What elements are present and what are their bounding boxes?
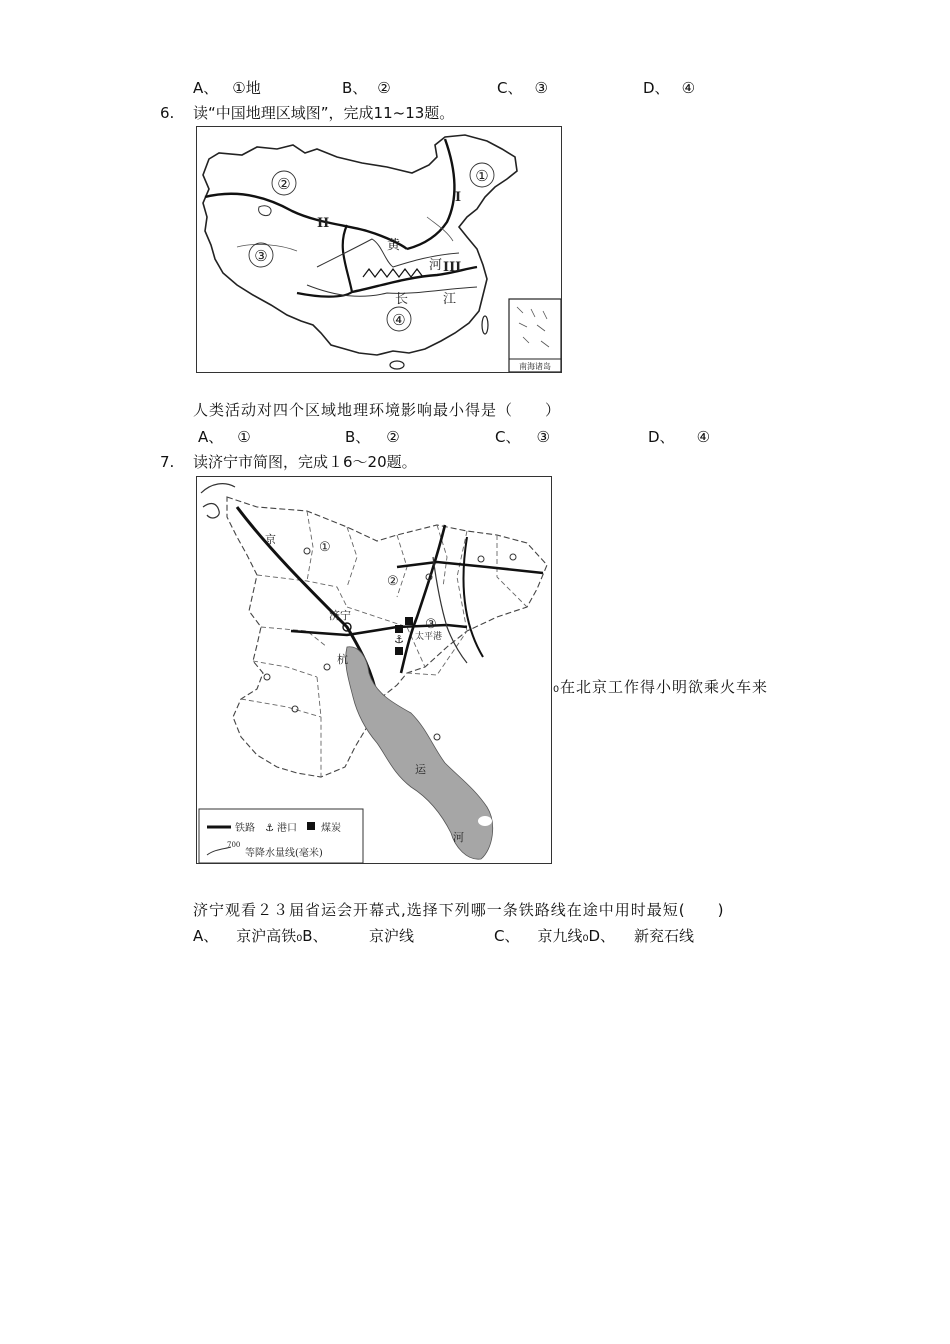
railway-north-south (401, 525, 445, 673)
q6-option-c: C、 ③ (495, 428, 550, 446)
jiang-label: 江 (443, 292, 457, 307)
hainan-island (390, 361, 404, 369)
hang-label: 杭 (337, 653, 348, 666)
legend-rail-label: 铁路 (235, 823, 255, 834)
railway-north (397, 562, 543, 573)
inset-label: 南海诸岛 (519, 362, 551, 371)
legend-port-label: 港口 (277, 823, 297, 834)
q7-option-a: A、 京沪高铁₀B、 (193, 927, 328, 945)
q5-option-a: A、 ①地 (193, 79, 261, 97)
taiping-port-label: 太平港 (415, 632, 443, 642)
q7-option-b: 京沪线 (369, 927, 415, 945)
qinling-mountains (363, 269, 423, 277)
q6-option-a: A、 ① (198, 428, 251, 446)
line-iii-label: III (443, 260, 462, 275)
jining-city-map (196, 476, 552, 864)
county-seat (478, 556, 484, 562)
taiwan-island (482, 316, 488, 334)
q7-question: 济宁观看２３届省运会开幕式,选择下列哪一条铁路线在途中用时最短( ) (193, 901, 725, 919)
he-label: 河 (453, 831, 464, 844)
coal-mark (405, 617, 413, 625)
weishan-lake (346, 647, 493, 859)
line-i-label: I (455, 190, 462, 205)
region-2-label: ② (277, 175, 291, 193)
region-1-label: ① (475, 167, 489, 185)
line-ii-label: II (317, 216, 330, 231)
county-seat (304, 548, 310, 554)
china-regions-map (196, 126, 562, 373)
yun-label: 运 (415, 763, 426, 776)
legend-isohyet-value: 700 (227, 841, 241, 849)
jining-label: 济宁 (329, 609, 351, 622)
q7-number: 7. (160, 453, 175, 471)
yellow-river-corner (201, 484, 235, 518)
china-map-svg (197, 127, 562, 373)
county-seat (264, 674, 270, 680)
q5-option-c: C、 ③ (497, 79, 548, 97)
q6-number: 6. (160, 104, 175, 122)
region-3-label: ③ (425, 617, 437, 632)
jing-label: 京 (265, 533, 276, 546)
huang-label: 黄 (387, 238, 401, 253)
tibetan-boundary (297, 225, 352, 297)
chang-label: 长 (395, 292, 409, 307)
railway-east (464, 537, 483, 657)
county-seat (510, 554, 516, 560)
coal-mark (395, 647, 403, 655)
coal-mark (395, 625, 403, 633)
q6-question: 人类活动对四个区域地理环境影响最小得是（ ） (193, 401, 562, 419)
legend-isohyet-label: 等降水量线(毫米) (245, 848, 323, 859)
legend-port-icon: ⚓ (265, 823, 274, 834)
q6-option-d: D、 ④ (648, 428, 711, 446)
lake-island (478, 816, 492, 826)
region-4-label: ④ (392, 311, 406, 329)
county-seat (324, 664, 330, 670)
q7-option-d: 新兖石线 (634, 927, 695, 945)
he-label: 河 (429, 258, 443, 273)
q6-option-b: B、 ② (345, 428, 400, 446)
dividing-line-i (407, 139, 454, 249)
jining-map-svg (197, 477, 552, 864)
q5-option-b: B、 ② (342, 79, 391, 97)
lake-mark (259, 206, 271, 216)
isohyet-line (433, 557, 467, 663)
legend-coal-symbol (307, 822, 315, 830)
dividing-line-ii (205, 194, 407, 249)
county-seat (434, 734, 440, 740)
q5-option-d: D、 ④ (643, 79, 696, 97)
legend-coal-label: 煤炭 (321, 823, 341, 834)
q6-stem: 读“中国地理区域图”，完成11~13题。 (193, 104, 455, 122)
q7-side-text: ₀在北京工作得小明欲乘火车来 (553, 678, 769, 696)
port-anchor-icon: ⚓ (394, 633, 404, 646)
region-3-label: ③ (254, 247, 268, 265)
q7-stem: 读济宁市简图，完成１6～20题。 (193, 453, 417, 471)
q7-option-c: C、 京九线₀D、 (494, 927, 616, 945)
region-2-label: ② (387, 574, 399, 589)
region-1-label: ① (319, 540, 331, 555)
